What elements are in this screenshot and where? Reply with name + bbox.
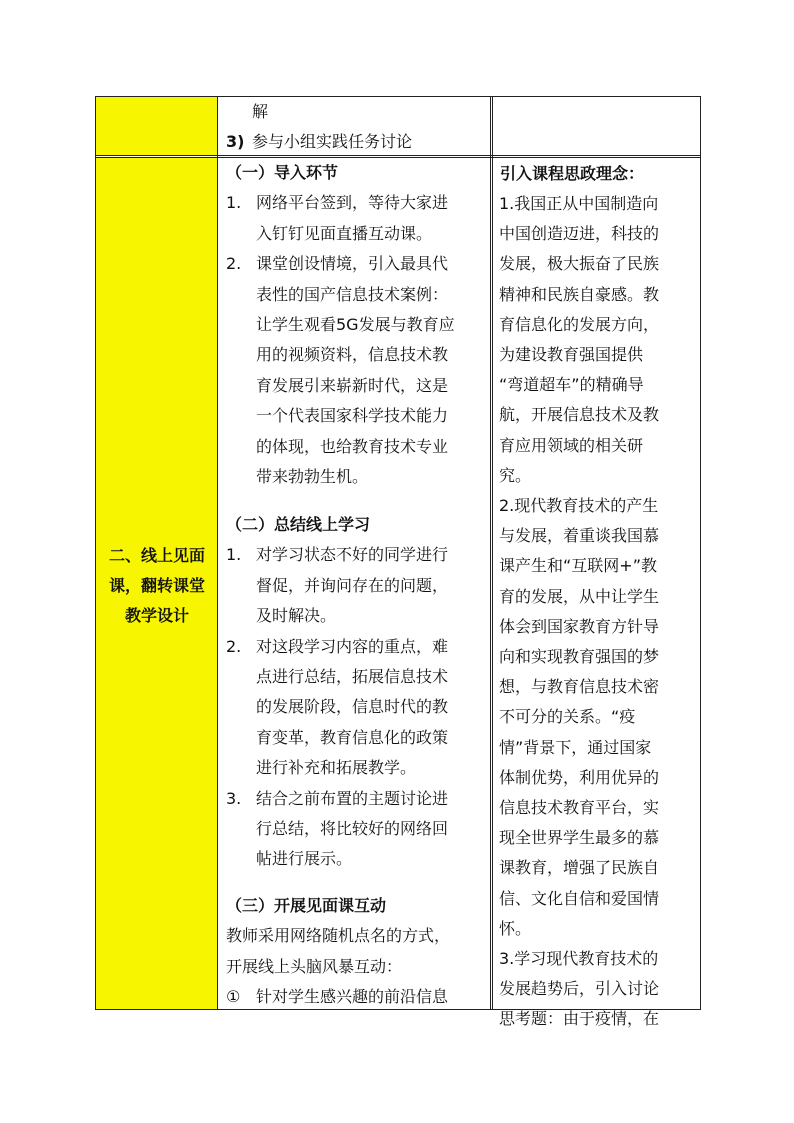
right-text-line: 不可分的关系。“疫 (499, 707, 636, 727)
row1-continuation: 解 (252, 102, 269, 121)
right-text-line: 情”背景下，通过国家 (499, 737, 652, 757)
right-title: 引入课程思政理念： (500, 164, 645, 183)
paragraph-line: 教师采用网络随机点名的方式， (226, 926, 451, 946)
item-number: 3. (226, 788, 242, 808)
item-number: ① (226, 987, 241, 1007)
right-text-line: 与发展，着重谈我国慕 (499, 526, 660, 546)
right-text-line: 课教育，增强了民族自 (499, 858, 660, 878)
item-text-line: 带来勃勃生机。 (256, 467, 369, 486)
col-separator-2 (490, 96, 491, 1010)
item-text-line: 入钉钉见面直播互动课。 (256, 223, 433, 243)
item-text-line: 让学生观看5G发展与教育应 (256, 315, 455, 334)
right-text-line: 现全世界学生最多的慕 (499, 828, 660, 848)
table-top-border (95, 96, 701, 97)
right-text-line: 信、文化自信和爱国情 (499, 888, 660, 908)
row-separator (95, 155, 701, 156)
item-number: 1. (226, 545, 242, 565)
right-text-line: 2.现代教育技术的产生 (499, 496, 659, 515)
section-label-line: 二、线上见面 (108, 546, 205, 565)
table-left-border (95, 96, 96, 1010)
right-text-line: 精神和民族自豪感。教 (499, 284, 660, 304)
right-text-line: 课产生和“互联网+”教 (499, 556, 657, 576)
col-separator-2b (492, 96, 493, 1010)
section-title: （一）导入环节 (226, 163, 339, 182)
item-text-line: 育变革，教育信息化的政策 (256, 727, 449, 747)
right-text-line: “弯道超车”的精确导 (499, 375, 644, 395)
right-text-line: 体制优势，利用优异的 (499, 767, 660, 787)
right-text-line: 向和实现教育强国的梦 (499, 647, 660, 666)
item-text-line: 课堂创设情境，引入最具代 (256, 254, 449, 274)
right-text-line: 体会到国家教育方针导 (499, 616, 660, 636)
right-text-line: 思考题：由于疫情，在 (499, 1009, 660, 1029)
item-text-line: 进行补充和拓展教学。 (256, 758, 417, 778)
item-text-line: 网络平台签到，等待大家进 (256, 193, 449, 213)
right-text-line: 育应用领域的相关研 (499, 435, 644, 455)
table-right-border (700, 96, 701, 1010)
item-text-line: 一个代表国家科学技术能力 (256, 406, 449, 426)
right-text-line: 发展，极大振奋了民族 (499, 254, 660, 274)
item-text-line: 育发展引来崭新时代，这是 (256, 375, 449, 395)
item-text-line: 用的视频资料，信息技术教 (256, 345, 449, 365)
right-text-line: 育信息化的发展方向， (499, 314, 660, 334)
right-text-line: 中国创造迈进，科技的 (499, 224, 660, 244)
right-text-line: 怀。 (499, 918, 532, 938)
right-text-line: 为建设教育强国提供 (499, 345, 644, 364)
item-text-line: 及时解决。 (256, 606, 337, 626)
item-text-line: 点进行总结，拓展信息技术 (256, 667, 449, 686)
right-text-line: 发展趋势后，引入讨论 (499, 979, 660, 999)
item-number: 3) (226, 132, 245, 151)
section-title: （三）开展见面课互动 (226, 896, 387, 915)
item-text-line: 行总结，将比较好的网络回 (256, 819, 449, 838)
right-text-line: 想，与教育信息技术密 (499, 677, 660, 697)
item-text-line: 的发展阶段，信息时代的教 (256, 697, 449, 717)
item-text-line: 的体现，也给教育技术专业 (256, 436, 449, 456)
right-text-line: 育的发展，从中让学生 (499, 586, 660, 606)
col-separator-1 (217, 96, 218, 1010)
item-number: 2. (226, 254, 242, 274)
right-text-line: 究。 (499, 465, 532, 485)
item-text-line: 督促，并询问存在的问题， (256, 575, 449, 595)
section-label-line: 教学设计 (124, 606, 189, 625)
paragraph-line: 开展线上头脑风暴互动： (226, 956, 403, 976)
item-number: 2. (226, 636, 242, 656)
item-text: 参与小组实践任务讨论 (252, 132, 413, 151)
right-text-line: 航，开展信息技术及教 (499, 405, 660, 425)
item-text-line: 针对学生感兴趣的前沿信息 (256, 987, 449, 1007)
item-text-line: 对学习状态不好的同学进行 (256, 545, 449, 565)
item-number: 1. (226, 193, 242, 213)
item-text-line: 帖进行展示。 (256, 849, 353, 869)
item-text-line: 对这段学习内容的重点，难 (256, 636, 449, 656)
section-label-line: 课，翻转课堂 (108, 576, 205, 595)
item-text-line: 表性的国产信息技术案例： (256, 284, 449, 304)
right-text-line: 3.学习现代教育技术的 (499, 949, 659, 968)
right-text-line: 1.我国正从中国制造向 (499, 194, 659, 213)
right-text-line: 信息技术教育平台，实 (499, 798, 660, 817)
item-text-line: 结合之前布置的主题讨论进 (256, 788, 449, 808)
row-separator-inner (95, 157, 701, 158)
yellow-cell-row1 (96, 97, 217, 155)
section-title: （二）总结线上学习 (226, 515, 371, 534)
